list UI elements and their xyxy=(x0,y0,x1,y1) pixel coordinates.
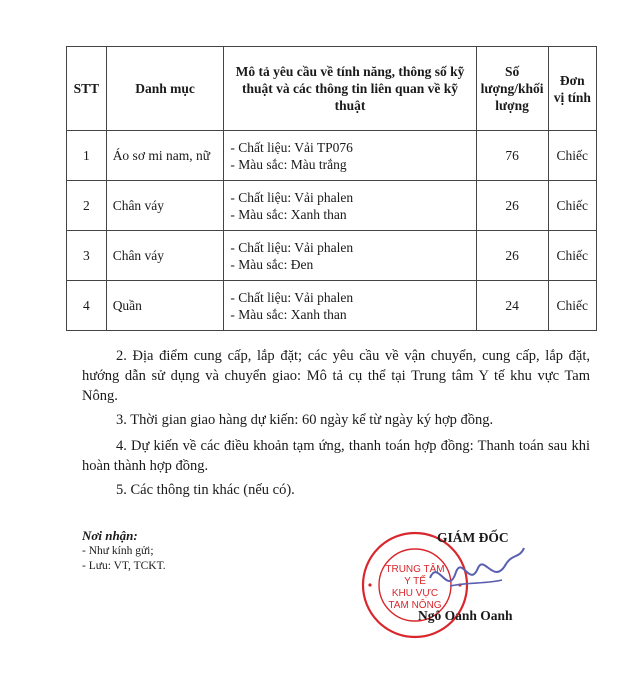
row-desc: - Chất liệu: Vải phalen - Màu sắc: Xanh than xyxy=(224,281,476,331)
row-qty: 76 xyxy=(476,131,548,181)
recipient-item: - Như kính gửi; xyxy=(82,545,154,557)
row-name: Áo sơ mi nam, nữ xyxy=(106,131,224,181)
header-unit: Đơn vị tính xyxy=(548,47,596,131)
row-stt: 3 xyxy=(67,231,107,281)
table-row xyxy=(67,281,597,331)
goods-spec-table xyxy=(66,46,597,331)
table-row xyxy=(67,231,597,281)
row-qty: 24 xyxy=(476,281,548,331)
signer-title: GIÁM ĐỐC xyxy=(437,530,509,545)
paragraph-payment-terms: 4. Dự kiến về các điều khoản tạm ứng, thanh toán hợp đồng: Thanh toán sau khi hoàn thành hợp đồng. xyxy=(82,438,590,474)
row-unit: Chiếc xyxy=(548,131,596,181)
table-header-row xyxy=(67,47,597,131)
signer-name: Ngô Oanh Oanh xyxy=(418,608,513,623)
header-name: Danh mục xyxy=(106,47,224,131)
row-unit: Chiếc xyxy=(548,181,596,231)
table-row xyxy=(67,131,597,181)
row-desc: - Chất liệu: Vải TP076 - Màu sắc: Màu trắng xyxy=(224,131,476,181)
stamp-line-1: TRUNG TÂM xyxy=(385,564,445,575)
header-stt: STT xyxy=(67,47,107,131)
row-name: Quần xyxy=(106,281,224,331)
row-qty: 26 xyxy=(476,231,548,281)
stamp-line-4: TAM NÔNG xyxy=(388,600,442,611)
row-stt: 1 xyxy=(67,131,107,181)
header-qty: Số lượng/khối lượng xyxy=(476,47,548,131)
row-name: Chân váy xyxy=(106,231,224,281)
row-unit: Chiếc xyxy=(548,281,596,331)
stamp-line-2: Y TẾ xyxy=(404,576,426,587)
row-unit: Chiếc xyxy=(548,231,596,281)
row-stt: 4 xyxy=(67,281,107,331)
row-desc: - Chất liệu: Vải phalen - Màu sắc: Xanh than xyxy=(224,181,476,231)
stamp-line-3: KHU VỰC xyxy=(391,588,439,599)
paragraph-other-info: 5. Các thông tin khác (nếu có). xyxy=(116,482,295,498)
paragraph-delivery-time: 3. Thời gian giao hàng dự kiến: 60 ngày kể từ ngày ký hợp đồng. xyxy=(116,412,494,428)
row-desc: - Chất liệu: Vải phalen - Màu sắc: Đen xyxy=(224,231,476,281)
row-qty: 26 xyxy=(476,181,548,231)
recipient-item: - Lưu: VT, TCKT. xyxy=(82,560,166,572)
row-name: Chân váy xyxy=(106,181,224,231)
header-desc: Mô tả yêu cầu về tính năng, thông số kỹ thuật và các thông tin liên quan về kỹ thuật xyxy=(224,47,476,131)
row-stt: 2 xyxy=(67,181,107,231)
table-row xyxy=(67,181,597,231)
paragraph-delivery-location: 2. Địa điểm cung cấp, lắp đặt; các yêu cầu về vận chuyển, cung cấp, lắp đặt, hướng dẫn sử dụng và chuyển giao: Mô tả cụ thể tại Trung tâm Y tế khu vực Tam Nông. xyxy=(82,348,590,404)
recipients-title: Nơi nhận: xyxy=(82,528,138,543)
